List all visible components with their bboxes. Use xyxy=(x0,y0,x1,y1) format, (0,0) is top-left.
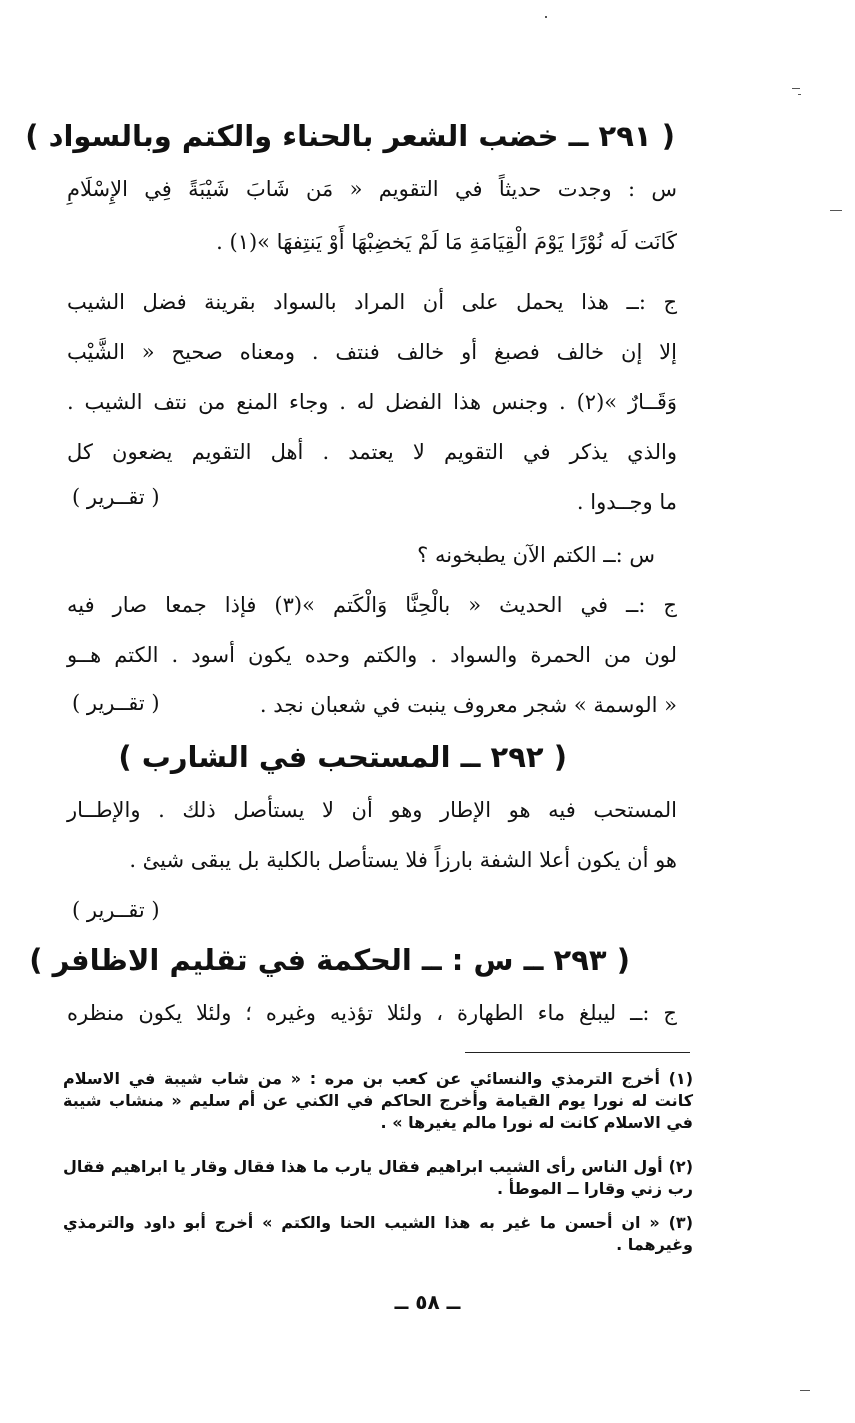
text-line: ج :ــ هذا يحمل على أن المراد بالسواد بقرينة فضل الشيب xyxy=(67,290,677,314)
text-line: ج :ــ ليبلغ ماء الطهارة ، ولئلا تؤذيه وغيره ؛ ولئلا يكون منظره xyxy=(67,1001,677,1025)
text-line: لون من الحمرة والسواد . والكتم وحده يكون أسود . الكتم هــو xyxy=(67,643,677,667)
section-heading-291: ( ٢٩١ ــ خضب الشعر بالحناء والكتم وبالسواد ) xyxy=(25,119,675,153)
taqrir-label: ( تقــرير ) xyxy=(72,485,160,509)
footnote-separator xyxy=(465,1052,690,1053)
text-line: س :ــ الكتم الآن يطبخونه ؟ xyxy=(417,543,655,567)
text-line: إلا إن خالف فصبغ أو خالف فنتف . ومعناه صحيح « الشَّيْب xyxy=(67,340,677,364)
scan-speck xyxy=(792,88,800,89)
text-line: « الوسمة » شجر معروف ينبت في شعبان نجد . xyxy=(259,693,677,717)
scan-speck xyxy=(830,210,842,211)
text-line: هو أن يكون أعلا الشفة بارزاً فلا يستأصل بالكلية بل يبقى شيئ . xyxy=(129,848,677,872)
section-heading-292: ( ٢٩٢ ــ المستحب في الشارب ) xyxy=(118,740,567,774)
text-line: والذي يذكر في التقويم لا يعتمد . أهل التقويم يضعون كل xyxy=(67,440,677,464)
page-number: ــ ٥٨ ــ xyxy=(394,1290,461,1314)
scan-speck xyxy=(545,16,547,18)
footnote-3: (٣) « ان أحسن ما غير به هذا الشيب الحنا والكتم » أخرج أبو داود والترمذي وغيرهما . xyxy=(63,1213,693,1254)
taqrir-label: ( تقــرير ) xyxy=(72,898,160,922)
text-line: ج :ــ في الحديث « بالْحِنَّا وَالْكَتم »(٣) فإذا جمعا صار فيه xyxy=(67,593,677,617)
footnote-2: (٢) أول الناس رأى الشيب ابراهيم فقال يارب ما هذا فقال وقار يا ابراهيم فقال رب زني وقارا ــ الموطأ . xyxy=(63,1157,693,1198)
footnote-1: (١) أخرج الترمذي والنسائي عن كعب بن مره : « من شاب شيبة في الاسلام كانت له نورا يوم القيامة وأخرج الحاكم في الكني عن أم سليم « منشاب شيبة في الاسلام كانت له نورا مالم يغيرها » . xyxy=(63,1069,693,1132)
text-line: س : وجدت حديثاً في التقويم « مَن شَابَ شَيْبَةً فِي الإِسْلَامِ xyxy=(67,177,677,201)
text-line: وَقَــارٌ »(٢) . وجنس هذا الفضل له . وجاء المنع من نتف الشيب . xyxy=(67,390,677,414)
text-line: كَانَت لَه نُوْرًا يَوْمَ الْقِيَامَةِ مَا لَمْ يَخضِبْهَا أَوْ يَنتِفهَا »(١) . xyxy=(216,230,677,254)
taqrir-label: ( تقــرير ) xyxy=(72,691,160,715)
section-heading-293: ( ٢٩٣ ــ س : ــ الحكمة في تقليم الاظافر ) xyxy=(29,943,630,977)
text-line: ما وجــدوا . xyxy=(576,490,677,514)
scan-speck xyxy=(800,1390,810,1391)
text-line: المستحب فيه هو الإطار وهو أن لا يستأصل ذلك . والإطــار xyxy=(67,798,677,822)
scan-speck xyxy=(798,94,801,95)
